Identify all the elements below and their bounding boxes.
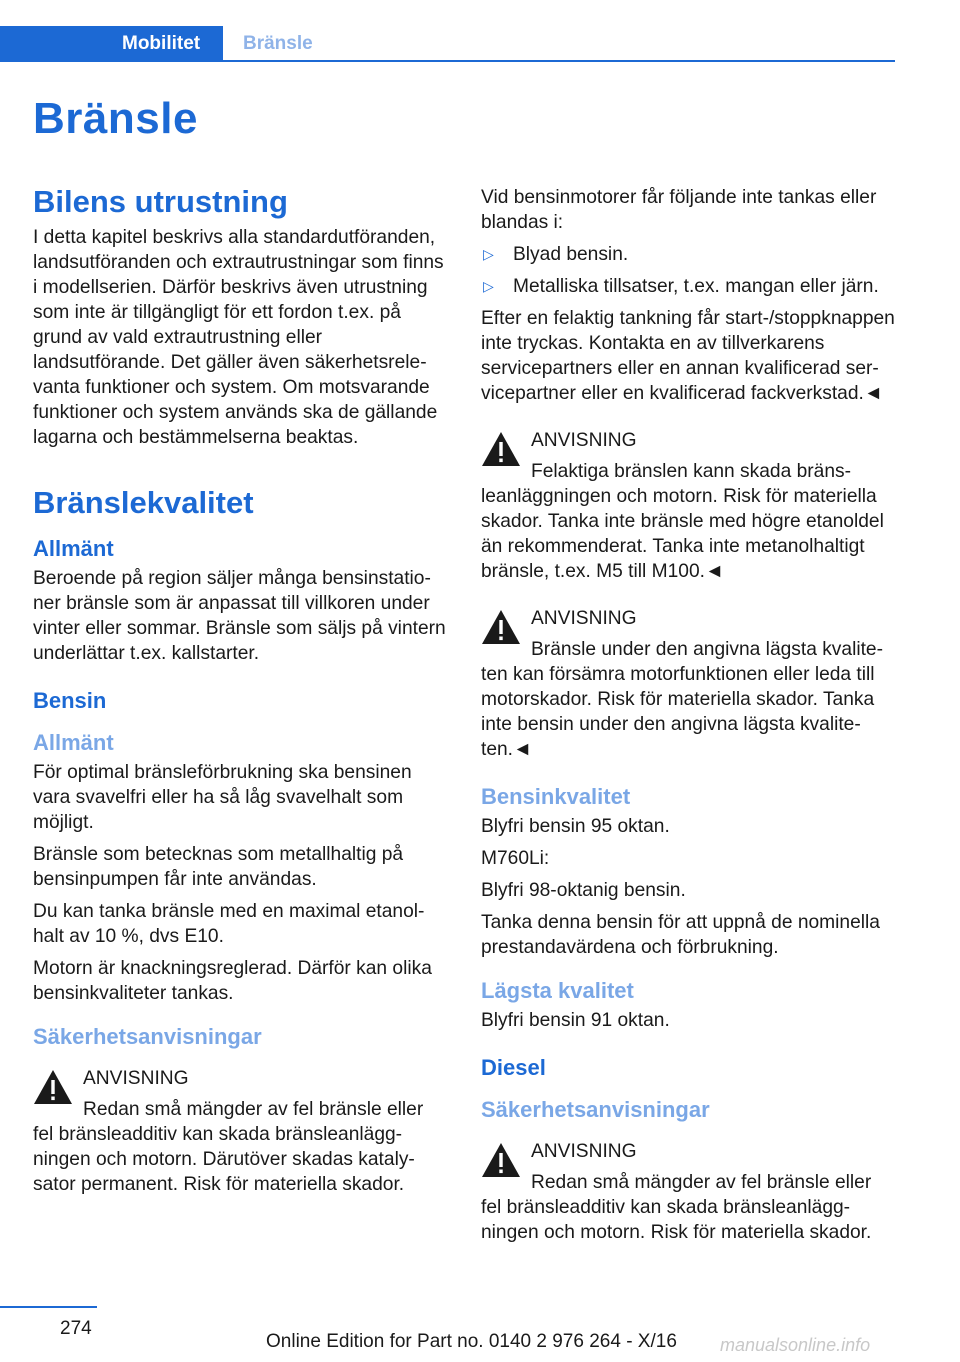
heading-bensin: Bensin — [33, 688, 107, 713]
warning-label: ANVISNING — [83, 1068, 189, 1089]
paragraph-general-1: Beroende på region säljer många bensinstationer bränsle som är anpassat till villkoren under vinter eller sommar. Bränsle som säljs på vintern underlättar t.ex. kallstarter. — [33, 568, 446, 664]
warning-block-left — [33, 1066, 448, 1197]
watermark: manualsonline.info — [720, 1335, 871, 1355]
paragraph-octane-98: Blyfri 98-oktanig bensin. — [481, 880, 686, 901]
list-item-text: Metalliska tillsatser, t.ex. mangan eller järn. — [513, 276, 879, 297]
warning-text: Redan små mängder av fel bränsle eller fel bränsleadditiv kan skada bränsleanläggningen och motorn. Därutöver skadas katalysator permanent. Risk för materiella skador. — [33, 1099, 424, 1195]
paragraph-model: M760Li: — [481, 848, 550, 869]
footer-line — [0, 1306, 97, 1308]
warning-text: Felaktiga bränslen kann skada bränsleanläggningen och motorn. Risk för materiella skador. Tanka inte bränsle med högre etanoldel än rekommenderat. Tanka inte metanolhaltigt bränsle, t.ex. M5 till M100.◄ — [481, 461, 884, 582]
tab-bransle[interactable]: Bränsle — [243, 33, 313, 54]
warning-triangle-icon — [33, 1069, 73, 1105]
paragraph-after-misfuel: Efter en felaktig tankning får start-/stoppknappen inte tryckas. Kontakta en av tillverkarens servicepartners eller en annan kvalificerad servicepartner eller en kvalificerad fackverkstad.◄ — [481, 308, 895, 404]
paragraph-metal: Bränsle som betecknas som metallhaltig på bensinpumpen får inte användas. — [33, 844, 404, 890]
list-item — [481, 242, 896, 267]
heading-branslekvalitet: Bränslekvalitet — [33, 485, 254, 520]
heading-allmant-2: Allmänt — [33, 730, 114, 755]
page-title: Bränsle — [33, 94, 198, 143]
heading-lagsta-kvalitet: Lägsta kvalitet — [481, 978, 634, 1003]
paragraph-equipment: I detta kapitel beskrivs alla standardutföranden, landsutföranden och extrautrustningar som finns i modellserien. Därför beskrivs även utrustning som inte är tillgängligt för ett fordon t.ex. på grund av vald extrautrustning eller landsutförande. Det gäller även säkerhetsrelevanta funktioner och system. Om motsvarande funktioner och system används ska de gällande lagarna och bestämmelserna beaktas. — [33, 227, 444, 448]
warning-triangle-icon — [481, 1142, 521, 1178]
warning-block-3 — [481, 1139, 896, 1245]
left-column — [33, 183, 448, 1197]
warning-text: Bränsle under den angivna lägsta kvaliteten kan försämra motorfunktionen eller leda till motorskador. Risk för materiella skador. Tanka inte bensin under den angivna lägsta kvaliteten.◄ — [481, 639, 883, 760]
heading-bilens-utrustning: Bilens utrustning — [33, 184, 288, 219]
right-column — [481, 185, 896, 1245]
warning-label: ANVISNING — [531, 608, 637, 629]
tab-divider-line — [0, 60, 895, 62]
warning-block-2 — [481, 606, 896, 762]
chapter-tab-bar — [0, 26, 895, 62]
page-number: 274 — [60, 1318, 92, 1339]
heading-sakerhetsanvisningar-left: Säkerhetsanvisningar — [33, 1024, 262, 1049]
paragraph-knock: Motorn är knackningsreglerad. Därför kan olika bensinkvaliteter tankas. — [33, 958, 432, 1004]
list-item-text: Blyad bensin. — [513, 244, 629, 265]
triangle-right-icon: ▷ — [483, 246, 494, 262]
heading-diesel: Diesel — [481, 1055, 546, 1080]
list-item — [481, 274, 896, 299]
heading-sakerhetsanvisningar-right: Säkerhetsanvisningar — [481, 1097, 710, 1122]
paragraph-ethanol: Du kan tanka bränsle med en maximal etanolhalt av 10 %, dvs E10. — [33, 901, 425, 947]
warning-triangle-icon — [481, 431, 521, 467]
paragraph-octane-95: Blyfri bensin 95 oktan. — [481, 816, 670, 837]
warning-label: ANVISNING — [531, 430, 637, 451]
heading-allmant-1: Allmänt — [33, 536, 114, 561]
warning-label: ANVISNING — [531, 1141, 637, 1162]
paragraph-octane-91: Blyfri bensin 91 oktan. — [481, 1010, 670, 1031]
edition-text: Online Edition for Part no. 0140 2 976 264 - X/16 — [266, 1331, 677, 1352]
paragraph-nominal: Tanka denna bensin för att uppnå de nominella prestandavärdena och förbrukning. — [481, 912, 880, 958]
tab-mobilitet[interactable]: Mobilitet — [0, 26, 223, 62]
warning-triangle-icon — [481, 609, 521, 645]
paragraph-sulfur: För optimal bränsleförbrukning ska bensinen vara svavelfri eller ha så låg svavelhalt som möjligt. — [33, 762, 412, 833]
warning-block-1 — [481, 428, 896, 584]
warning-text: Redan små mängder av fel bränsle eller fel bränsleadditiv kan skada bränsleanläggningen och motorn. Risk för materiella skador. — [481, 1172, 872, 1243]
paragraph-intro: Vid bensinmotorer får följande inte tankas eller blandas i: — [481, 187, 877, 233]
heading-bensinkvalitet: Bensinkvalitet — [481, 784, 631, 809]
triangle-right-icon: ▷ — [483, 278, 494, 294]
